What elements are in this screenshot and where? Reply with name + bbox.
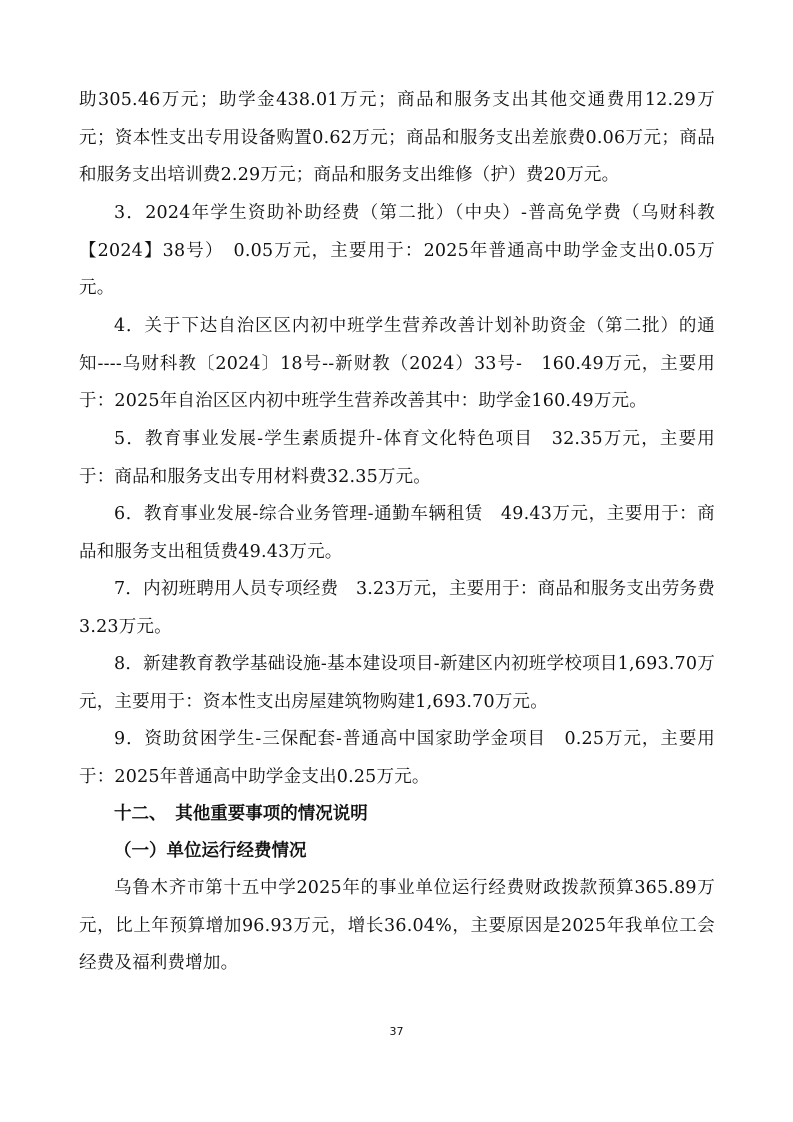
page-number: 37 [389,1025,404,1038]
paragraph-item-4: 4．关于下达自治区区内初中班学生营养改善计划补助资金（第二批）的通知----乌财科教〔2024〕18号--新财教（2024）33号- 160.49万元，主要用于：2025年自治区区内初中班学生营养改善其中：助学金160.49万元。 [79,316,715,412]
paragraph-item-9: 9．资助贫困学生-三保配套-普通高中国家助学金项目 0.25万元，主要用于：2025年普通高中助学金支出0.25万元。 [79,729,715,787]
paragraph-item-3: 3．2024年学生资助补助经费（第二批）（中央）-普高免学费（乌财科教【2024】38号） 0.05万元，主要用于：2025年普通高中助学金支出0.05万元。 [79,203,715,299]
paragraph-item-8: 8．新建教育教学基础设施-基本建设项目-新建区内初班学校项目1,693.70万元，主要用于：资本性支出房屋建筑物购建1,693.70万元。 [79,654,715,712]
section-heading: 十二、 其他重要事项的情况说明 [114,804,368,824]
paragraph-item-5: 5．教育事业发展-学生素质提升-体育文化特色项目 32.35万元，主要用于：商品和服务支出专用材料费32.35万元。 [79,429,715,487]
subsection-heading: （一）单位运行经费情况 [114,841,307,861]
paragraph-item-6: 6．教育事业发展-综合业务管理-通勤车辆租赁 49.43万元，主要用于：商品和服务支出租赁费49.43万元。 [79,504,715,562]
paragraph-operating-expenses: 乌鲁木齐市第十五中学2025年的事业单位运行经费财政拨款预算365.89万元，比上年预算增加96.93万元，增长36.04%，主要原因是2025年我单位工会经费及福利费增加。 [79,878,715,974]
paragraph-item-7: 7．内初班聘用人员专项经费 3.23万元，主要用于：商品和服务支出劳务费 3.23万元。 [79,579,715,637]
paragraph-continuation: 助305.46万元；助学金438.01万元；商品和服务支出其他交通费用12.29万元；资本性支出专用设备购置0.62万元；商品和服务支出差旅费0.06万元；商品和服务支出培训费2.29万元；商品和服务支出维修（护）费20万元。 [79,90,715,186]
